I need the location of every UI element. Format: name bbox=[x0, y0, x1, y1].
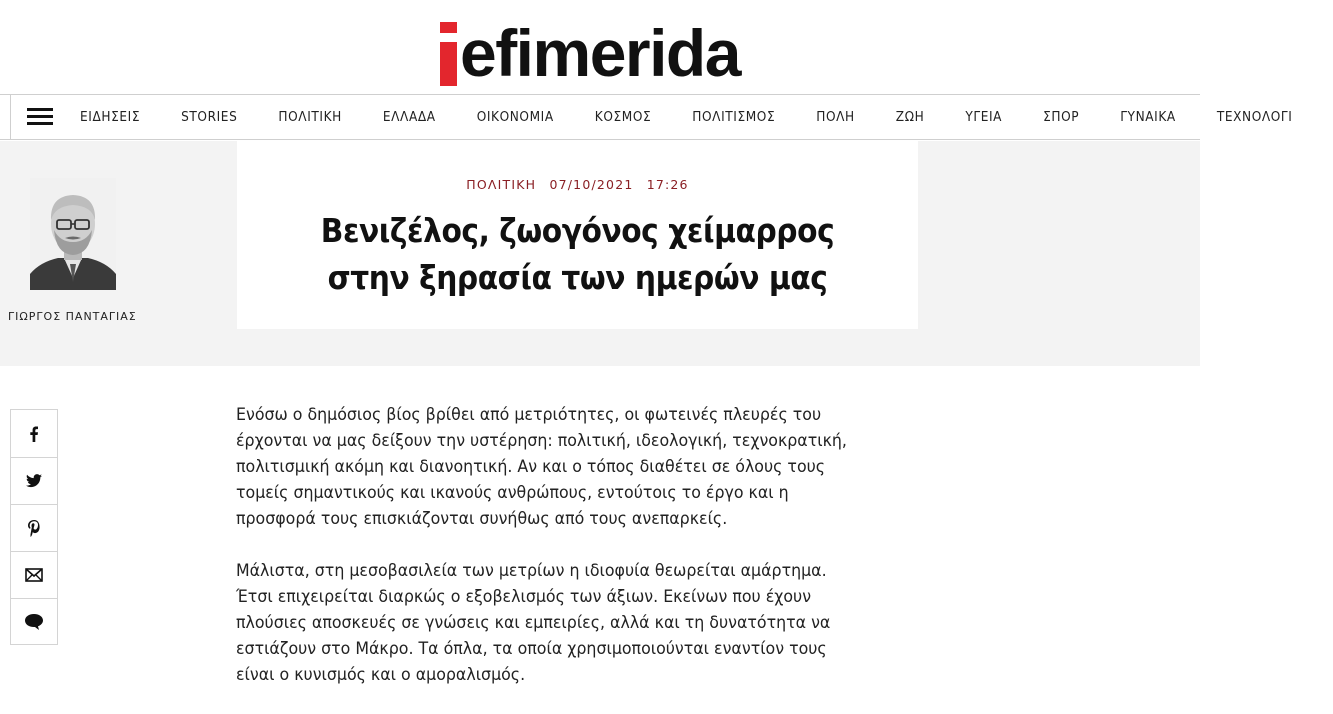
article-time: 17:26 bbox=[646, 177, 689, 192]
article-title-card bbox=[237, 141, 918, 329]
email-icon bbox=[25, 568, 43, 582]
article-paragraph: Ενόσω ο δημόσιος βίος βρίθει από μετριότητες, οι φωτεινές πλευρές του έρχονται να μας δείξουν την υστέρηση: πολιτική, ιδεολογική, τεχνοκρατική, πολιτισμική ακόμη και διανοητική. Αν και ο τόπος διαθέτει σε όλους τους τομείς σημαντικούς και ικανούς ανθρώπους, εντούτοις το έργο και η προσφορά τους επισκιάζονται συνήθως από τους ανεπαρκείς. bbox=[236, 405, 847, 529]
author-name[interactable]: ΓΙΩΡΓΟΣ ΠΑΝΤΑΓΙΑΣ bbox=[8, 310, 137, 323]
nav-item-kosmos[interactable]: ΚΟΣΜΟΣ bbox=[594, 109, 652, 125]
nav-item-ellada[interactable]: ΕΛΛΑΔΑ bbox=[382, 109, 436, 125]
article-title: Βενιζέλος, ζωογόνος χείμαρρος στην ξηρασία των ημερών μας bbox=[320, 211, 835, 297]
pinterest-icon bbox=[28, 520, 40, 536]
article-body bbox=[236, 402, 850, 714]
nav-item-politiki[interactable]: ΠΟΛΙΤΙΚΗ bbox=[278, 109, 342, 125]
article-meta bbox=[237, 177, 918, 192]
logo-i-mark bbox=[440, 32, 457, 86]
hamburger-menu-icon[interactable] bbox=[27, 108, 53, 126]
share-email-button[interactable] bbox=[11, 551, 57, 598]
share-facebook-button[interactable] bbox=[11, 410, 57, 457]
share-comment-button[interactable] bbox=[11, 598, 57, 645]
nav-item-technologia[interactable]: ΤΕΧΝΟΛΟΓΙ bbox=[1216, 109, 1293, 125]
nav-item-eidiseis[interactable]: ΕΙΔΗΣΕΙΣ bbox=[80, 109, 141, 125]
nav-item-poli[interactable]: ΠΟΛΗ bbox=[816, 109, 855, 125]
nav-items bbox=[80, 95, 1333, 139]
site-header bbox=[0, 0, 1200, 94]
article-paragraph: Μάλιστα, στη μεσοβασιλεία των μετρίων η ιδιοφυία θεωρείται αμάρτημα. Έτσι επιχειρείται διαρκώς ο εξοβελισμός των άξιων. Εκείνων που έχουν πλούσιες αποσκευές σε γνώσεις και εμπειρίες, αλλά και τη δυνατότητα να εστιάζουν στο Μάκρο. Τα όπλα, τα οποία χρησιμοποιούνται εναντίον τους είναι ο κυνισμός και ο αμοραλισμός. bbox=[236, 561, 831, 685]
author-portrait-icon bbox=[30, 178, 116, 290]
nav-item-spor[interactable]: ΣΠΟΡ bbox=[1043, 109, 1080, 125]
logo-text: efimerida bbox=[460, 16, 740, 90]
twitter-icon bbox=[26, 474, 42, 488]
share-bar bbox=[10, 409, 58, 645]
nav-item-oikonomia[interactable]: ΟΙΚΟΝΟΜΙΑ bbox=[476, 109, 554, 125]
article-category[interactable]: ΠΟΛΙΤΙΚΗ bbox=[466, 177, 537, 192]
nav-item-zoi[interactable]: ΖΩΗ bbox=[895, 109, 925, 125]
nav-item-ygeia[interactable]: ΥΓΕΙΑ bbox=[965, 109, 1003, 125]
nav-item-gynaika[interactable]: ΓΥΝΑΙΚΑ bbox=[1120, 109, 1176, 125]
share-twitter-button[interactable] bbox=[11, 457, 57, 504]
share-pinterest-button[interactable] bbox=[11, 504, 57, 551]
nav-item-stories[interactable]: STORIES bbox=[181, 109, 238, 125]
site-logo[interactable] bbox=[440, 6, 740, 90]
nav-item-politismos[interactable]: ΠΟΛΙΤΙΣΜΟΣ bbox=[692, 109, 776, 125]
article-date: 07/10/2021 bbox=[549, 177, 634, 192]
main-nav bbox=[0, 94, 1293, 140]
facebook-icon bbox=[27, 426, 41, 442]
author-avatar[interactable] bbox=[30, 178, 116, 290]
comment-icon bbox=[24, 613, 44, 631]
